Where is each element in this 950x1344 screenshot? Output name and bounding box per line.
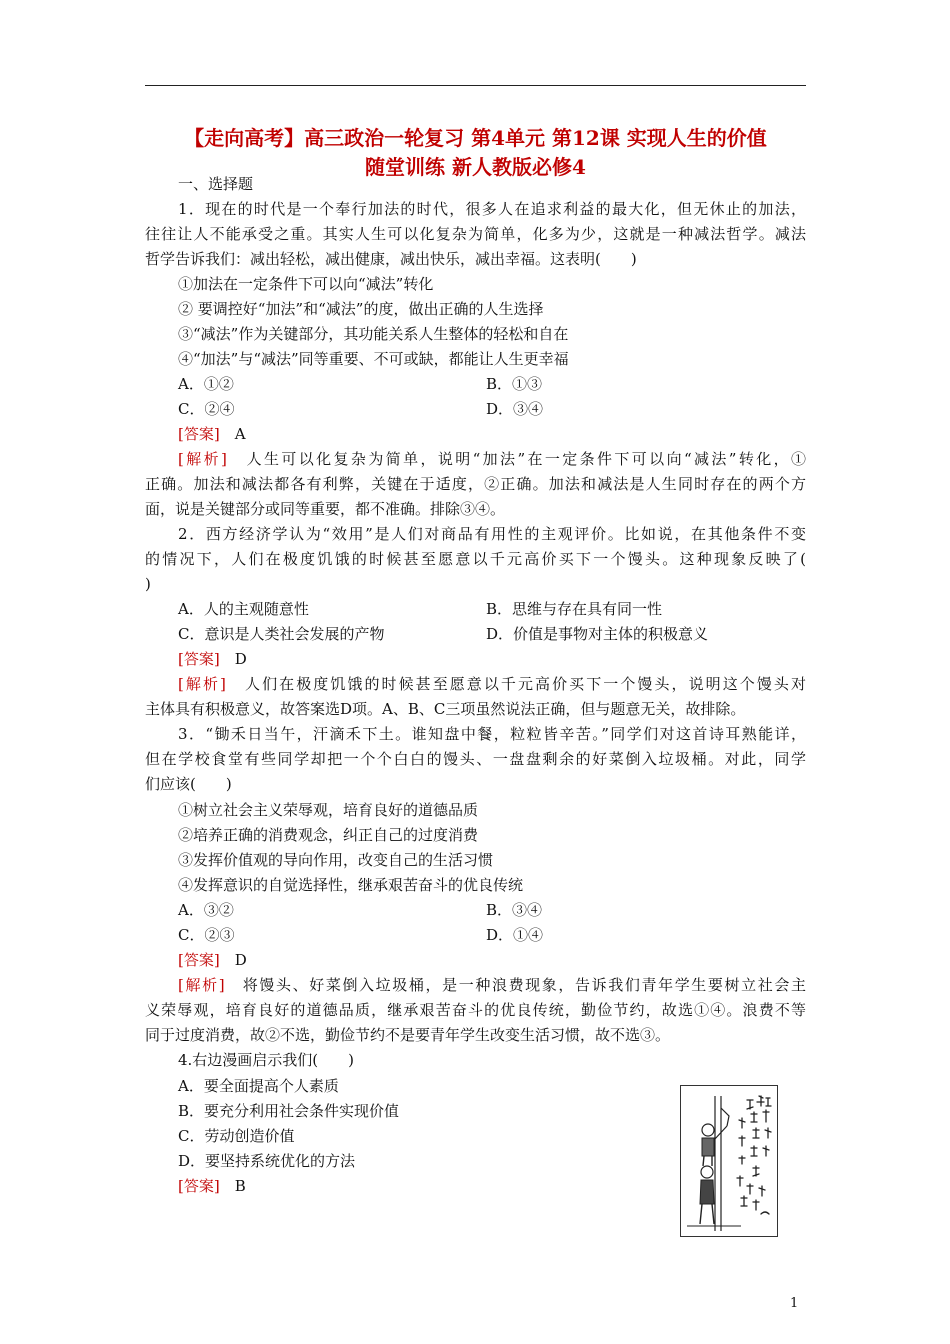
answer-tag: [答案]	[178, 425, 220, 443]
q1-analysis	[178, 447, 806, 472]
q4-option-b: B．要充分利用社会条件实现价值	[178, 1102, 400, 1120]
q2-stem-line: 2．西方经济学认为“效用”是人们对商品有用性的主观评价。比如说，在其他条件不变	[178, 525, 806, 543]
q1-option-c: C．②④	[178, 400, 235, 418]
q3-option-c: C．②③	[178, 926, 235, 944]
q3-option-d: D．①④	[486, 926, 544, 944]
q1-answer	[178, 422, 246, 447]
q1-answer-value: A	[234, 425, 246, 443]
q1-statement: ④“加法”与“减法”同等重要、不可或缺，都能让人生更幸福	[178, 350, 569, 368]
q2-analysis-line: 主体具有积极意义，故答案选D项。A、B、C三项虽然说法正确，但与题意无关，故排除。	[145, 700, 746, 718]
q4-option-c: C．劳动创造价值	[178, 1127, 295, 1145]
q2-stem-line: 的情况下，人们在极度饥饿的时候甚至愿意以千元高价买下一个馒头。这种现象反映了(	[145, 550, 806, 568]
q2-analysis-text: 人们在极度饥饿的时候甚至愿意以千元高价买下一个馒头，说明这个馒头对	[225, 675, 806, 693]
q4-stem: 4.右边漫画启示我们( )	[178, 1051, 355, 1069]
q1-analysis-text: 人生可以化复杂为简单，说明“加法”在一定条件下可以向“减法”转化，①	[226, 450, 806, 468]
cartoon-drawing	[681, 1086, 777, 1236]
section-heading: 一、选择题	[178, 175, 254, 193]
q3-answer	[178, 948, 247, 973]
analysis-tag: [解析]	[178, 675, 226, 693]
title-line-2: 随堂训练 新人教版必修4	[365, 155, 586, 179]
q1-option-b: B．①③	[486, 375, 543, 393]
q3-option-b: B．③④	[486, 901, 543, 919]
page-number: 1	[790, 1296, 799, 1311]
answer-tag: [答案]	[178, 951, 220, 969]
q3-analysis-line: 义荣辱观，培育良好的道德品质，继承艰苦奋斗的优良传统，勤俭节约，故选①④。浪费不等	[145, 1001, 806, 1019]
q2-answer-value: D	[234, 650, 247, 668]
cartoon-illustration	[680, 1085, 778, 1237]
header-rule	[145, 85, 806, 86]
q1-option-a: A．①②	[178, 375, 234, 393]
q3-option-a: A．③②	[178, 901, 234, 919]
q3-statement: ④发挥意识的自觉选择性，继承艰苦奋斗的优良传统	[178, 876, 524, 894]
answer-tag: [答案]	[178, 650, 220, 668]
q2-answer	[178, 647, 247, 672]
q1-stem-line: 哲学告诉我们：减出轻松，减出健康，减出快乐，减出幸福。这表明( )	[145, 250, 637, 268]
q1-statement: ② 要调控好“加法”和“减法”的度，做出正确的人生选择	[178, 300, 544, 318]
q3-stem-line: 们应该( )	[145, 775, 232, 793]
title-line-1: 【走向高考】高三政治一轮复习 第4单元 第12课 实现人生的价值	[184, 126, 767, 150]
q3-statement: ②培养正确的消费观念，纠正自己的过度消费	[178, 826, 479, 844]
analysis-tag: [解析]	[178, 976, 225, 994]
q4-option-a: A．要全面提高个人素质	[178, 1077, 339, 1095]
q1-analysis-line: 面，说是关键部分或同等重要，都不准确。排除③④。	[145, 500, 506, 518]
q2-stem-line: )	[145, 575, 151, 593]
q3-stem-line: 但在学校食堂有些同学却把一个个白白的馒头、一盘盘剩余的好菜倒入垃圾桶。对此，同学	[145, 750, 806, 768]
q2-option-c: C．意识是人类社会发展的产物	[178, 625, 385, 643]
q1-option-d: D．③④	[486, 400, 544, 418]
q3-analysis	[178, 973, 806, 998]
q3-analysis-text: 将馒头、好菜倒入垃圾桶，是一种浪费现象，告诉我们青年学生要树立社会主	[224, 976, 806, 994]
q3-analysis-line: 同于过度消费，故②不选，勤俭节约不是要青年学生改变生活习惯，故不选③。	[145, 1026, 671, 1044]
q1-analysis-line: 正确。加法和减法都各有利弊，关键在于适度，②正确。加法和减法是人生同时存在的两个方	[145, 475, 806, 493]
q4-option-d: D．要坚持系统优化的方法	[178, 1152, 356, 1170]
q1-stem-line: 往往让人不能承受之重。其实人生可以化复杂为简单，化多为少，这就是一种减法哲学。减法	[145, 225, 806, 243]
q3-statement: ①树立社会主义荣辱观，培育良好的道德品质	[178, 801, 479, 819]
analysis-tag: [解析]	[178, 450, 227, 468]
q1-statement: ③“减法”作为关键部分，其功能关系人生整体的轻松和自在	[178, 325, 569, 343]
q3-answer-value: D	[234, 951, 247, 969]
q1-stem-line: 1．现在的时代是一个奉行加法的时代，很多人在追求利益的最大化，但无休止的加法，	[178, 200, 806, 218]
q2-option-a: A．人的主观随意性	[178, 600, 309, 618]
q3-statement: ③发挥价值观的导向作用，改变自己的生活习惯	[178, 851, 494, 869]
q1-statement: ①加法在一定条件下可以向“减法”转化	[178, 275, 434, 293]
q2-option-d: D．价值是事物对主体的积极意义	[486, 625, 709, 643]
q4-answer	[178, 1174, 246, 1199]
answer-tag: [答案]	[178, 1177, 220, 1195]
q4-answer-value: B	[234, 1177, 246, 1195]
q2-option-b: B．思维与存在具有同一性	[486, 600, 663, 618]
q2-analysis	[178, 672, 806, 697]
q3-stem-line: 3．“锄禾日当午，汗滴禾下土。谁知盘中餐，粒粒皆辛苦。”同学们对这首诗耳熟能详，	[178, 725, 806, 743]
